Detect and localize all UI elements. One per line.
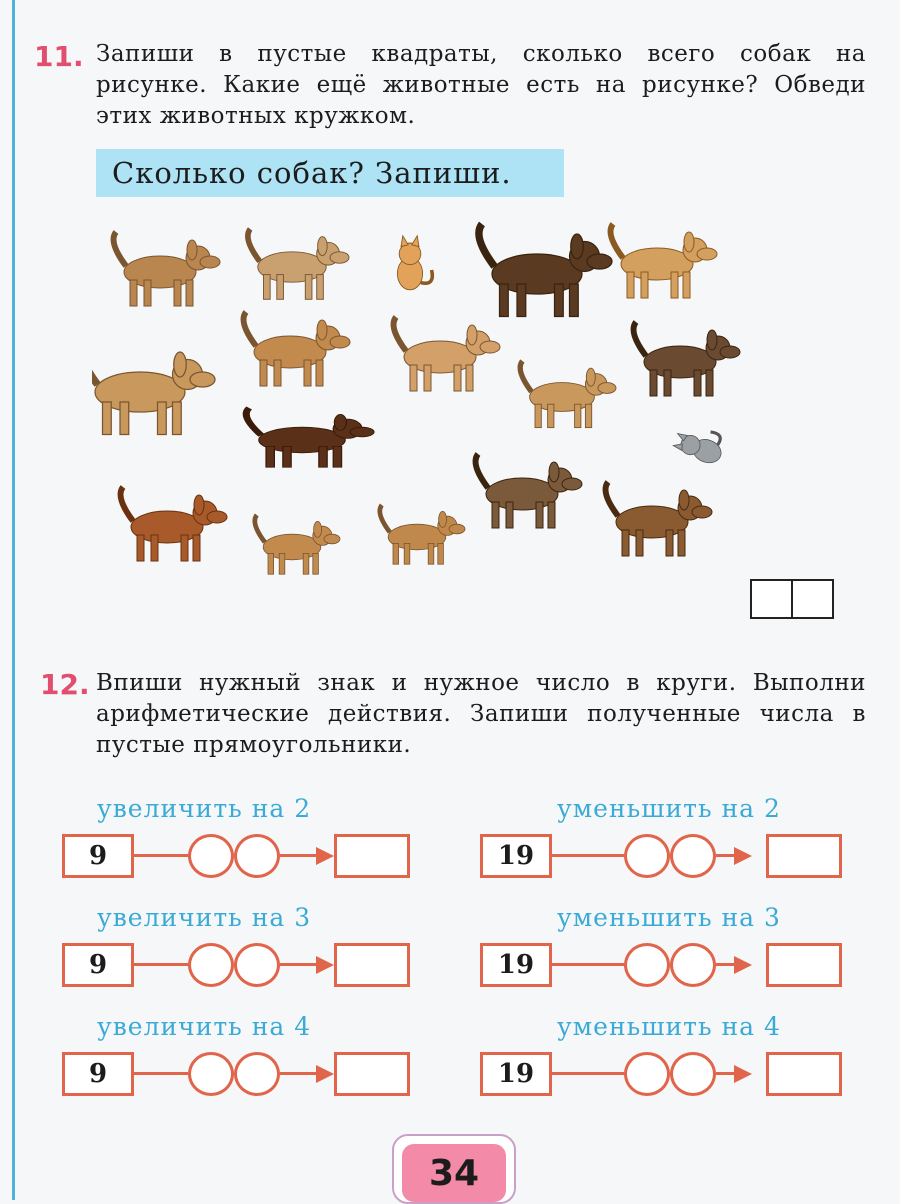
dog-2: [248, 229, 349, 299]
result-box[interactable]: [334, 1052, 410, 1096]
start-number-box: 19: [480, 834, 552, 878]
answer-box-tens[interactable]: [752, 581, 791, 617]
chain-increase-3: [62, 943, 414, 991]
sign-circle[interactable]: [188, 1052, 234, 1096]
dog-4: [611, 224, 717, 298]
chain-decrease-2: [480, 834, 832, 882]
sign-circle[interactable]: [624, 834, 670, 878]
animals-illustration: [92, 212, 768, 592]
result-box[interactable]: [334, 834, 410, 878]
result-box[interactable]: [334, 943, 410, 987]
dachshund: [246, 408, 374, 467]
task-11-text: Запиши в пустые квадраты, сколько всего собак на рисунке. Какие ещё животные есть на рисунке? Обведи этих животных кружком.: [96, 41, 866, 129]
connector-line: [280, 854, 318, 857]
connector-line: [280, 1072, 318, 1075]
chain-label-increase-3: увеличить на 3: [97, 903, 312, 932]
page-number-badge: [392, 1134, 516, 1204]
arrow-right-icon: [734, 956, 752, 974]
result-box[interactable]: [766, 1052, 842, 1096]
connector-line: [134, 963, 188, 966]
number-circle[interactable]: [670, 1052, 716, 1096]
chain-increase-4: [62, 1052, 414, 1100]
arrow-right-icon: [316, 847, 334, 865]
connector-line: [716, 963, 736, 966]
arrow-right-icon: [734, 847, 752, 865]
sign-circle[interactable]: [624, 1052, 670, 1096]
task-12-number: 12.: [40, 668, 90, 701]
chain-label-decrease-2: уменьшить на 2: [557, 794, 781, 823]
connector-line: [280, 963, 318, 966]
dog-5: [244, 312, 350, 386]
cat-1: [397, 236, 432, 290]
sign-circle[interactable]: [188, 943, 234, 987]
chain-label-decrease-3: уменьшить на 3: [557, 903, 781, 932]
result-box[interactable]: [766, 943, 842, 987]
answer-box-units[interactable]: [791, 581, 832, 617]
result-box[interactable]: [766, 834, 842, 878]
dog-7: [92, 342, 215, 435]
connector-line: [134, 1072, 188, 1075]
dog-10: [121, 487, 227, 561]
task-11-number: 11.: [34, 40, 84, 73]
connector-line: [552, 1072, 624, 1075]
connector-line: [552, 963, 624, 966]
chain-label-decrease-4: уменьшить на 4: [557, 1012, 781, 1041]
start-number-box: 19: [480, 943, 552, 987]
dog-6: [394, 317, 500, 391]
number-circle[interactable]: [670, 834, 716, 878]
start-number-box: 9: [62, 943, 134, 987]
cat-2: [672, 421, 728, 467]
sign-circle[interactable]: [188, 834, 234, 878]
puppy-2: [380, 505, 465, 564]
arrow-right-icon: [316, 956, 334, 974]
chain-label-increase-4: увеличить на 4: [97, 1012, 312, 1041]
chain-increase-2: [62, 834, 414, 882]
number-circle[interactable]: [234, 1052, 280, 1096]
connector-line: [134, 854, 188, 857]
dog-1: [114, 232, 220, 306]
connector-line: [552, 854, 624, 857]
chain-decrease-3: [480, 943, 832, 991]
arrow-right-icon: [316, 1065, 334, 1083]
task-11-banner: Сколько собак? Запиши.: [96, 149, 564, 197]
dog-8: [520, 361, 616, 428]
page-border-line: [12, 0, 15, 1200]
chain-decrease-4: [480, 1052, 832, 1100]
connector-line: [716, 1072, 736, 1075]
start-number-box: 9: [62, 1052, 134, 1096]
number-circle[interactable]: [234, 834, 280, 878]
sign-circle[interactable]: [624, 943, 670, 987]
dog-11: [476, 454, 582, 528]
number-circle[interactable]: [670, 943, 716, 987]
dog-count-answer-boxes[interactable]: [750, 579, 834, 619]
start-number-box: 9: [62, 834, 134, 878]
dog-9: [634, 322, 740, 396]
task-12-text: Впиши нужный знак и нужное число в круги. Выполни арифметические действия. Запиши полученные числа в пустые прямоугольники.: [96, 670, 866, 758]
puppy-1: [255, 515, 340, 574]
dog-3: [479, 224, 612, 317]
chain-label-increase-2: увеличить на 2: [97, 794, 312, 823]
arrow-right-icon: [734, 1065, 752, 1083]
connector-line: [716, 854, 736, 857]
dog-12: [606, 482, 712, 556]
start-number-box: 19: [480, 1052, 552, 1096]
number-circle[interactable]: [234, 943, 280, 987]
page-number: 34: [402, 1144, 506, 1202]
